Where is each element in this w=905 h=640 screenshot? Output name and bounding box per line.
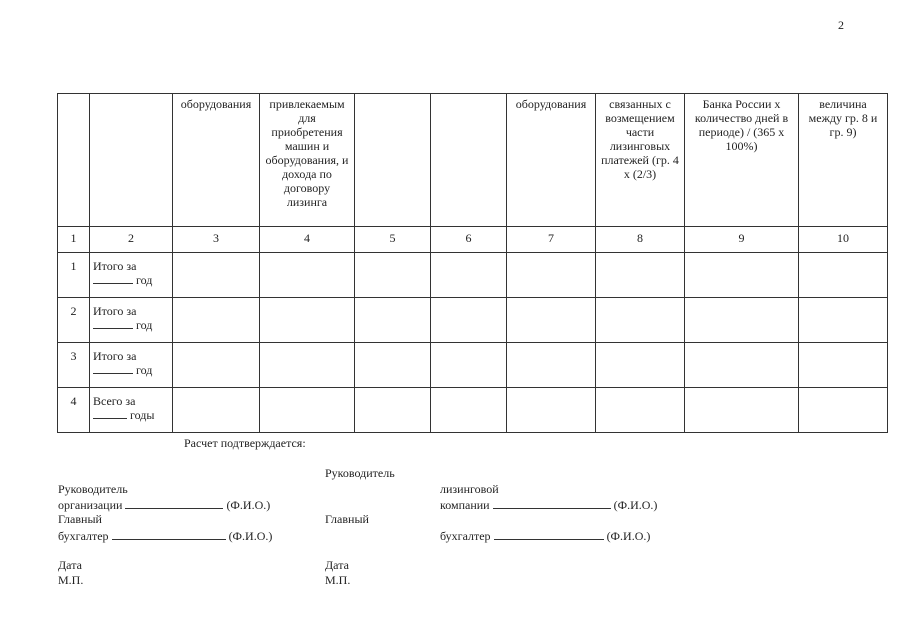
- right-accountant-label: Главный: [325, 512, 369, 526]
- right-accountant-signature-line: [440, 528, 650, 544]
- left-manager-signature-line: [58, 497, 270, 513]
- table-cell: [355, 298, 431, 343]
- column-number: 3: [173, 227, 260, 253]
- table-cell: [596, 388, 685, 433]
- confirm-text: Расчет подтверждается:: [184, 436, 306, 450]
- column-number: 10: [799, 227, 888, 253]
- year-blank[interactable]: [93, 283, 133, 284]
- column-number: 1: [58, 227, 90, 253]
- header-cell-10: величина между гр. 8 и гр. 9): [799, 94, 888, 227]
- row-number: 2: [58, 298, 90, 343]
- table-cell: [431, 343, 507, 388]
- column-number: 4: [260, 227, 355, 253]
- left-date-label: Дата: [58, 558, 82, 572]
- row-label-suffix: годы: [130, 408, 155, 422]
- left-stamp-label: М.П.: [58, 573, 84, 587]
- row-label-prefix: Итого за: [93, 259, 137, 273]
- table-cell: [355, 388, 431, 433]
- header-row: [58, 94, 888, 227]
- header-cell-9: Банка России х количество дней в периоде) / (365 х 100%): [685, 94, 799, 227]
- column-number: 2: [90, 227, 173, 253]
- table-cell: [799, 253, 888, 298]
- right-manager-signature-field[interactable]: [493, 497, 611, 509]
- left-accountant-label: Главный: [58, 512, 102, 526]
- table-row: [58, 388, 888, 433]
- row-label: [90, 298, 173, 343]
- table-cell: [260, 298, 355, 343]
- header-cell-2: [90, 94, 173, 227]
- left-organization-label: организации: [58, 498, 123, 512]
- row-label-prefix: Итого за: [93, 304, 137, 318]
- column-number: 5: [355, 227, 431, 253]
- left-manager-fio: (Ф.И.О.): [226, 498, 271, 512]
- row-label-suffix: год: [136, 273, 153, 287]
- table-cell: [685, 253, 799, 298]
- left-manager-signature-field[interactable]: [125, 497, 223, 509]
- table-cell: [431, 388, 507, 433]
- header-cell-6: [431, 94, 507, 227]
- column-number: 6: [431, 227, 507, 253]
- left-accountant-label-2: бухгалтер: [58, 529, 109, 543]
- table-cell: [799, 343, 888, 388]
- row-number: 1: [58, 253, 90, 298]
- header-cell-5: [355, 94, 431, 227]
- table-row: [58, 298, 888, 343]
- right-accountant-signature-field[interactable]: [494, 528, 604, 540]
- row-number: 4: [58, 388, 90, 433]
- column-number: 8: [596, 227, 685, 253]
- right-stamp-label: М.П.: [325, 573, 351, 587]
- table-cell: [260, 253, 355, 298]
- table-row: [58, 253, 888, 298]
- table-cell: [596, 253, 685, 298]
- row-label: [90, 253, 173, 298]
- year-blank[interactable]: [93, 373, 133, 374]
- leasing-calculation-table: [57, 93, 888, 433]
- column-number: 7: [507, 227, 596, 253]
- row-label-prefix: Всего за: [93, 394, 136, 408]
- table-cell: [799, 388, 888, 433]
- table-cell: [173, 343, 260, 388]
- table-cell: [507, 298, 596, 343]
- table-cell: [507, 253, 596, 298]
- left-manager-label: Руководитель: [58, 482, 128, 496]
- row-number: 3: [58, 343, 90, 388]
- header-cell-1: [58, 94, 90, 227]
- row-label: [90, 343, 173, 388]
- header-cell-4: привлекаемым для приобретения машин и оборудования, и дохода по договору лизинга: [260, 94, 355, 227]
- row-label-prefix: Итого за: [93, 349, 137, 363]
- year-blank[interactable]: [93, 328, 133, 329]
- right-date-label: Дата: [325, 558, 349, 572]
- table-cell: [685, 298, 799, 343]
- table-cell: [355, 343, 431, 388]
- row-label-suffix: год: [136, 318, 153, 332]
- page-number: 2: [838, 18, 844, 32]
- right-company-label-2: компании: [440, 498, 490, 512]
- left-accountant-signature-line: [58, 528, 272, 544]
- column-number: 9: [685, 227, 799, 253]
- table-cell: [596, 343, 685, 388]
- row-label: [90, 388, 173, 433]
- table-cell: [799, 298, 888, 343]
- table-cell: [685, 388, 799, 433]
- header-cell-7: оборудования: [507, 94, 596, 227]
- table-row: [58, 343, 888, 388]
- table-cell: [260, 388, 355, 433]
- right-accountant-label-2: бухгалтер: [440, 529, 491, 543]
- table-cell: [260, 343, 355, 388]
- table-cell: [355, 253, 431, 298]
- table-cell: [173, 388, 260, 433]
- year-blank[interactable]: [93, 418, 127, 419]
- right-manager-label: Руководитель: [325, 466, 395, 480]
- header-cell-3: оборудования: [173, 94, 260, 227]
- left-accountant-signature-field[interactable]: [112, 528, 226, 540]
- left-accountant-fio: (Ф.И.О.): [228, 529, 273, 543]
- right-manager-signature-line: [440, 497, 657, 513]
- table-cell: [507, 388, 596, 433]
- table-cell: [173, 298, 260, 343]
- column-number-row: [58, 227, 888, 253]
- table-cell: [173, 253, 260, 298]
- table-cell: [685, 343, 799, 388]
- right-accountant-fio: (Ф.И.О.): [606, 529, 651, 543]
- right-company-label: лизинговой: [440, 482, 499, 496]
- table-cell: [431, 298, 507, 343]
- table-cell: [507, 343, 596, 388]
- table-cell: [596, 298, 685, 343]
- row-label-suffix: год: [136, 363, 153, 377]
- right-manager-fio: (Ф.И.О.): [613, 498, 658, 512]
- header-cell-8: связанных с возмещением части лизинговых платежей (гр. 4 х (2/3): [596, 94, 685, 227]
- table-cell: [431, 253, 507, 298]
